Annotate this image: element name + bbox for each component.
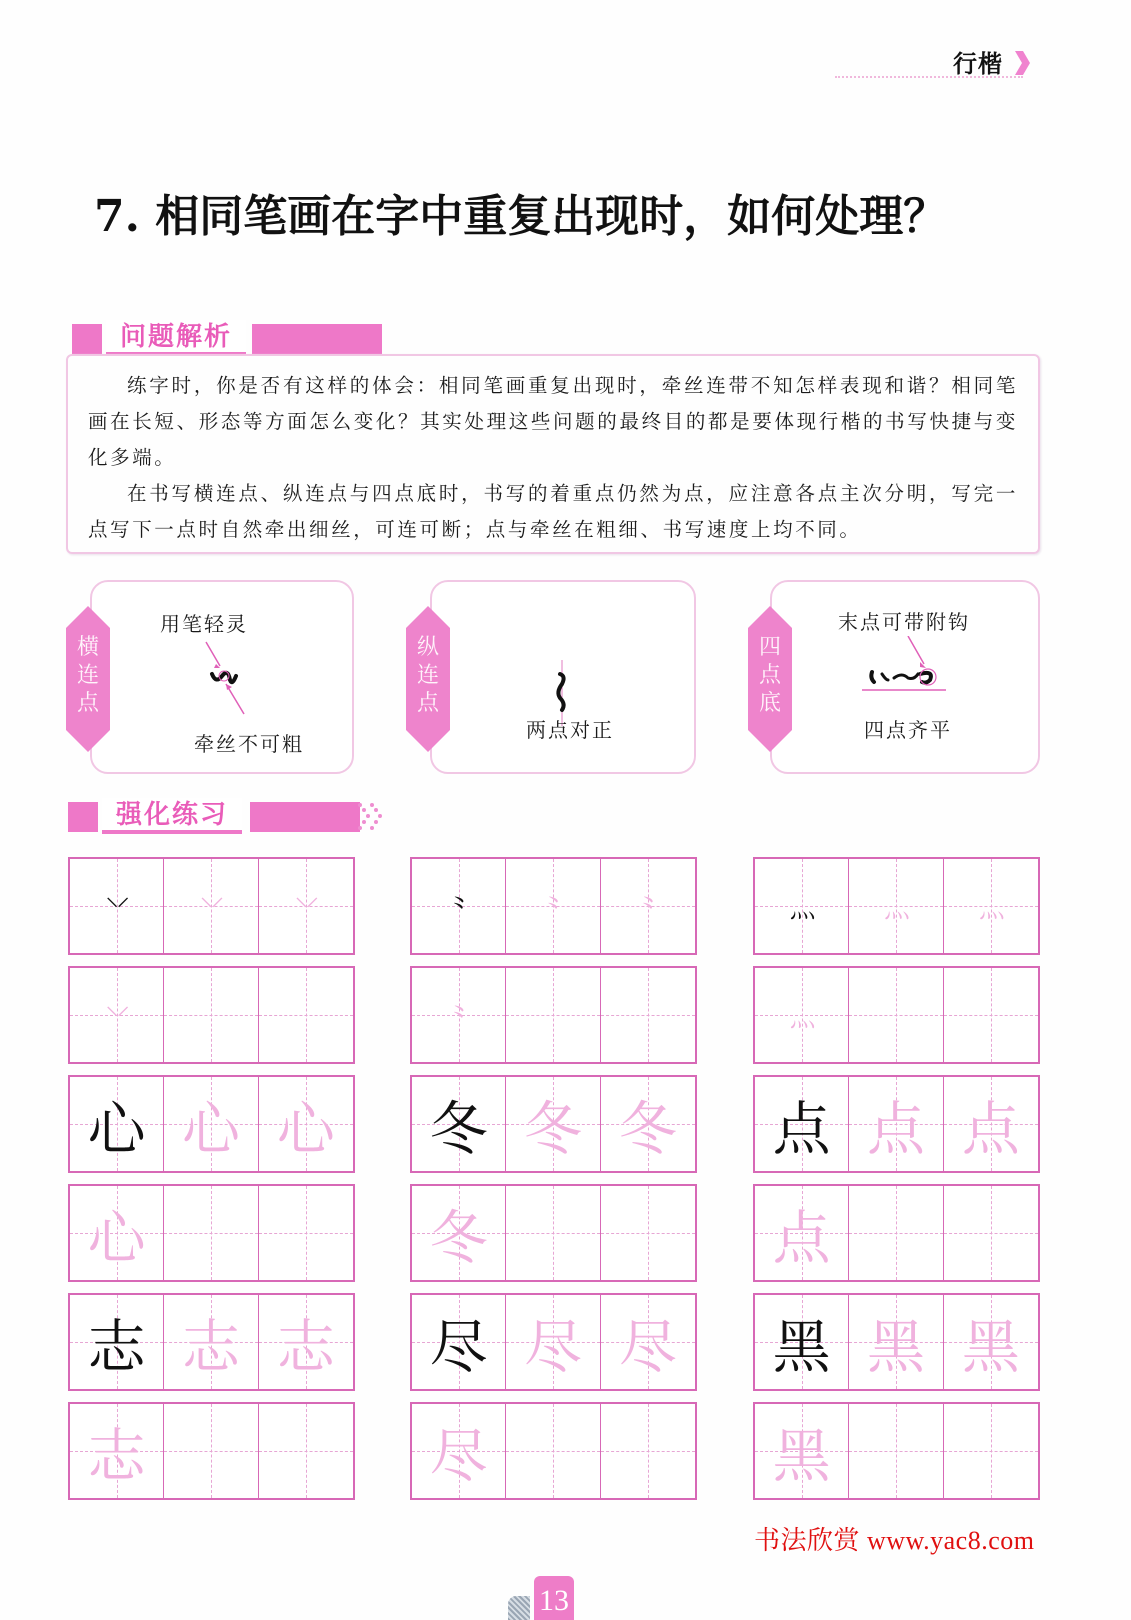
trace-glyph — [849, 968, 942, 1062]
banner-bar-right — [252, 324, 382, 354]
trace-glyph: 冬 — [618, 1095, 677, 1163]
tian-grid-cell[interactable] — [601, 1295, 695, 1389]
tian-grid-cell[interactable] — [259, 1295, 353, 1389]
analysis-heading: 问题解析 — [106, 320, 246, 356]
trace-glyph: 心 — [276, 1095, 335, 1163]
model-glyph: 点 — [772, 1095, 831, 1163]
tian-grid-cell[interactable] — [944, 1186, 1038, 1280]
trace-glyph: ⺀ — [446, 1002, 471, 1033]
practice-row — [753, 1184, 1040, 1282]
practice-row — [410, 966, 697, 1064]
tian-grid-cell[interactable] — [849, 1077, 943, 1171]
practice-row — [753, 1402, 1040, 1500]
tian-grid-cell[interactable] — [506, 1404, 600, 1498]
tian-grid-cell[interactable] — [755, 1295, 849, 1389]
practice-row — [410, 1075, 697, 1173]
model-glyph: 心 — [87, 1095, 146, 1163]
tian-grid-cell[interactable] — [944, 1295, 1038, 1389]
tian-grid-cell[interactable] — [70, 859, 164, 953]
tian-grid-cell[interactable] — [755, 1077, 849, 1171]
trace-glyph: 灬 — [883, 893, 908, 924]
practice-row — [753, 1075, 1040, 1173]
tian-grid-cell[interactable] — [755, 968, 849, 1062]
trace-glyph: 点 — [772, 1204, 831, 1272]
tip-note-last-dot-hook: 末点可带附钩 — [838, 610, 970, 634]
tip-note-dots-level: 四点齐平 — [864, 718, 952, 742]
trace-glyph: ⸌⸍ — [199, 893, 222, 923]
tian-grid-cell[interactable] — [601, 1077, 695, 1171]
model-glyph: 尽 — [429, 1313, 488, 1381]
model-glyph: 冬 — [429, 1095, 488, 1163]
tian-grid-cell[interactable] — [849, 1186, 943, 1280]
practice-row — [68, 857, 355, 955]
analysis-paragraph-2: 在书写横连点、纵连点与四点底时，书写的着重点仍然为点，应注意各点主次分明，写完一点写下一点时自然牵出细丝，可连可断；点与牵丝在粗细、书写速度上均不同。 — [88, 482, 1018, 541]
model-glyph: 志 — [87, 1313, 146, 1381]
tian-grid-cell[interactable] — [259, 1186, 353, 1280]
trace-glyph — [601, 968, 695, 1062]
tian-grid-cell[interactable] — [601, 859, 695, 953]
tip-tag-four-dots-base: 四 点 底 — [748, 606, 792, 752]
tian-grid-cell[interactable] — [412, 968, 506, 1062]
page-number: 13 — [534, 1576, 574, 1620]
practice-row — [753, 966, 1040, 1064]
tip-note-thin-link: 牵丝不可粗 — [194, 732, 304, 756]
tian-grid-cell[interactable] — [70, 1077, 164, 1171]
trace-glyph: 点 — [961, 1095, 1020, 1163]
model-glyph: 黑 — [772, 1313, 831, 1381]
tian-grid-cell[interactable] — [412, 859, 506, 953]
trace-glyph: 尽 — [429, 1422, 488, 1490]
practice-row — [753, 1293, 1040, 1391]
tian-grid-cell[interactable] — [412, 1186, 506, 1280]
trace-glyph — [164, 1186, 257, 1280]
chevron-right-icon — [1013, 50, 1031, 76]
tian-grid-cell[interactable] — [412, 1077, 506, 1171]
practice-row — [410, 857, 697, 955]
banner-bar-left — [68, 802, 98, 832]
tian-grid-cell[interactable] — [849, 968, 943, 1062]
practice-section-banner — [68, 798, 358, 834]
site-watermark: 书法欣赏 www.yac8.com — [754, 1526, 1035, 1555]
trace-glyph: 志 — [276, 1313, 335, 1381]
tian-grid-cell[interactable] — [944, 859, 1038, 953]
trace-glyph: ⺀ — [635, 893, 660, 924]
trace-glyph — [164, 968, 257, 1062]
practice-row — [68, 1075, 355, 1173]
tian-grid-cell[interactable] — [412, 1295, 506, 1389]
tip-tag-horizontal-dots: 横 连 点 — [66, 606, 110, 752]
trace-glyph — [164, 1404, 257, 1498]
trace-glyph: ⸌⸍ — [294, 893, 317, 923]
tian-grid-cell[interactable] — [755, 859, 849, 953]
practice-row — [410, 1293, 697, 1391]
tian-grid-cell[interactable] — [601, 1186, 695, 1280]
banner-bar-left — [72, 324, 102, 354]
tian-grid-cell[interactable] — [755, 1186, 849, 1280]
trace-glyph: 黑 — [961, 1313, 1020, 1381]
practice-row — [410, 1184, 697, 1282]
trace-glyph: 志 — [181, 1313, 240, 1381]
trace-glyph: 冬 — [523, 1095, 582, 1163]
tian-grid-cell[interactable] — [849, 859, 943, 953]
trace-glyph — [506, 968, 599, 1062]
tian-grid-cell[interactable] — [506, 1186, 600, 1280]
trace-glyph: 冬 — [429, 1204, 488, 1272]
trace-glyph: 尽 — [523, 1313, 582, 1381]
tian-grid-cell[interactable] — [506, 1077, 600, 1171]
trace-glyph — [849, 1404, 942, 1498]
practice-heading: 强化练习 — [102, 798, 242, 834]
trace-glyph — [259, 1186, 353, 1280]
trace-glyph: 心 — [181, 1095, 240, 1163]
trace-glyph — [944, 968, 1038, 1062]
tian-grid-cell[interactable] — [164, 1404, 258, 1498]
trace-glyph: 志 — [87, 1422, 146, 1490]
tian-grid-cell[interactable] — [601, 1404, 695, 1498]
tian-grid-cell[interactable] — [849, 1404, 943, 1498]
double-chevron-dots-icon — [356, 802, 390, 832]
practice-row — [68, 966, 355, 1064]
tian-grid-cell[interactable] — [944, 968, 1038, 1062]
tian-grid-cell[interactable] — [164, 968, 258, 1062]
tian-grid-cell[interactable] — [259, 1077, 353, 1171]
tian-grid-cell[interactable] — [506, 859, 600, 953]
tip-note-light-brush: 用笔轻灵 — [160, 612, 248, 636]
trace-glyph: 灬 — [789, 1002, 814, 1033]
trace-glyph — [259, 1404, 353, 1498]
tip-tag-vertical-dots: 纵 连 点 — [406, 606, 450, 752]
horizontal-dots-stroke-diagram — [196, 640, 256, 720]
tian-grid-cell[interactable] — [70, 1404, 164, 1498]
trace-glyph — [506, 1404, 599, 1498]
running-header-label: 行楷 — [953, 50, 1003, 78]
tian-grid-cell[interactable] — [164, 859, 258, 953]
model-glyph: ⸌⸍ — [105, 893, 128, 923]
page-title: 7. 相同笔画在字中重复出现时，如何处理？ — [94, 191, 948, 242]
trace-glyph — [944, 1186, 1038, 1280]
tian-grid-cell[interactable] — [944, 1404, 1038, 1498]
practice-row — [753, 857, 1040, 955]
page-number-hatch-decoration — [508, 1596, 530, 1620]
tian-grid-cell[interactable] — [412, 1404, 506, 1498]
trace-glyph: 点 — [866, 1095, 925, 1163]
tian-grid-cell[interactable] — [506, 968, 600, 1062]
tian-grid-cell[interactable] — [164, 1295, 258, 1389]
model-glyph: ⺀ — [446, 893, 471, 924]
practice-row — [68, 1402, 355, 1500]
tian-grid-cell[interactable] — [755, 1404, 849, 1498]
trace-glyph — [849, 1186, 942, 1280]
tian-grid-cell[interactable] — [164, 1077, 258, 1171]
trace-glyph — [944, 1404, 1038, 1498]
practice-row — [68, 1184, 355, 1282]
tian-grid-cell[interactable] — [70, 968, 164, 1062]
four-dots-stroke-diagram — [860, 636, 950, 696]
tian-grid-cell[interactable] — [601, 968, 695, 1062]
tian-grid-cell[interactable] — [506, 1295, 600, 1389]
banner-bar-right — [250, 802, 360, 832]
tian-grid-cell[interactable] — [849, 1295, 943, 1389]
analysis-box — [66, 354, 1040, 554]
trace-glyph: 黑 — [866, 1313, 925, 1381]
running-header — [835, 44, 1065, 84]
trace-glyph: ⸌⸍ — [105, 1002, 128, 1032]
trace-glyph: ⺀ — [540, 893, 565, 924]
trace-glyph: 尽 — [618, 1313, 677, 1381]
tian-grid-cell[interactable] — [70, 1295, 164, 1389]
trace-glyph — [601, 1404, 695, 1498]
tian-grid-cell[interactable] — [164, 1186, 258, 1280]
trace-glyph: 黑 — [772, 1422, 831, 1490]
analysis-section-banner — [72, 320, 312, 356]
tian-grid-cell[interactable] — [259, 859, 353, 953]
analysis-paragraph-1: 练字时，你是否有这样的体会：相同笔画重复出现时，牵丝连带不知怎样表现和谐？相同笔画在长短、形态等方面怎么变化？其实处理这些问题的最终目的都是要体现行楷的书写快捷与变化多端。 — [88, 374, 1018, 469]
trace-glyph: 灬 — [978, 893, 1003, 924]
tian-grid-cell[interactable] — [70, 1186, 164, 1280]
model-glyph: 灬 — [789, 893, 814, 924]
practice-row — [410, 1402, 697, 1500]
trace-glyph — [601, 1186, 695, 1280]
tian-grid-cell[interactable] — [944, 1077, 1038, 1171]
tian-grid-cell[interactable] — [259, 968, 353, 1062]
tian-grid-cell[interactable] — [259, 1404, 353, 1498]
trace-glyph — [506, 1186, 599, 1280]
trace-glyph — [259, 968, 353, 1062]
practice-row — [68, 1293, 355, 1391]
trace-glyph: 心 — [87, 1204, 146, 1272]
tip-note-dots-aligned: 两点对正 — [526, 718, 614, 742]
